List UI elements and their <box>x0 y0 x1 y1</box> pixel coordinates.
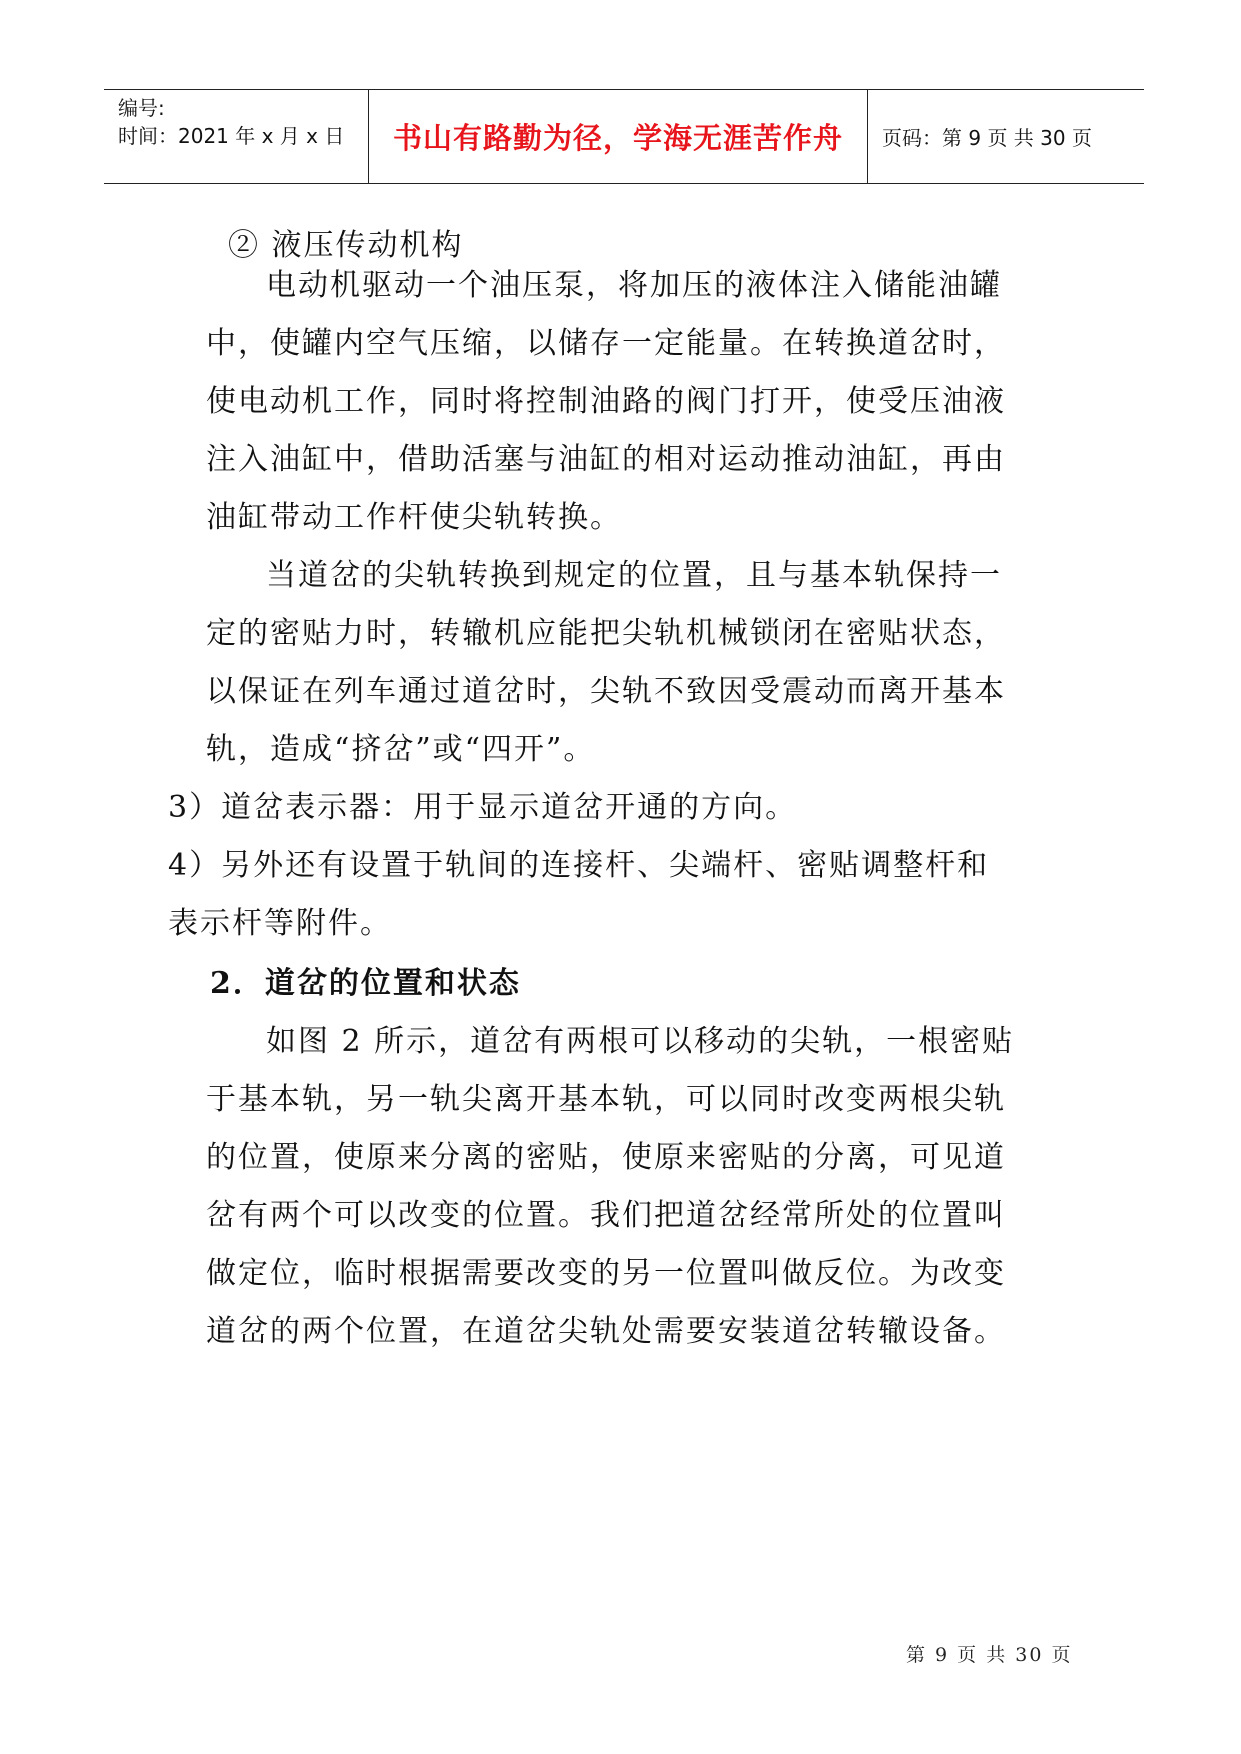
header-page-number: 页码：第 9 页 共 30 页 <box>882 126 1092 150</box>
paragraph-line: 油缸带动工作杆使尖轨转换。 <box>206 500 622 535</box>
section-heading-hydraulic: ② 液压传动机构 <box>228 228 464 263</box>
paragraph-line: 以保证在列车通过道岔时，尖轨不致因受震动而离开基本 <box>206 674 1006 709</box>
page-header <box>104 89 1144 184</box>
paragraph-line: 中，使罐内空气压缩，以储存一定能量。在转换道岔时， <box>206 326 1006 361</box>
paragraph-line: 当道岔的尖轨转换到规定的位置，且与基本轨保持一 <box>266 558 1002 593</box>
paragraph-line: 电动机驱动一个油压泵，将加压的液体注入储能油罐 <box>266 268 1002 303</box>
paragraph-line: 于基本轨，另一轨尖离开基本轨，可以同时改变两根尖轨 <box>206 1082 1006 1117</box>
section-heading-2: 2．道岔的位置和状态 <box>210 966 521 1001</box>
paragraph-line: 使电动机工作，同时将控制油路的阀门打开，使受压油液 <box>206 384 1006 419</box>
paragraph-line: 做定位，临时根据需要改变的另一位置叫做反位。为改变 <box>206 1256 1006 1291</box>
header-info-cell <box>104 90 368 183</box>
document-number-label: 编号: <box>118 96 165 120</box>
page-footer: 第 9 页 共 30 页 <box>906 1644 1073 1666</box>
paragraph-line: 定的密贴力时，转辙机应能把尖轨机械锁闭在密贴状态， <box>206 616 1006 651</box>
header-motto: 书山有路勤为径，学海无涯苦作舟 <box>368 90 868 183</box>
document-time-label: 时间：2021 年 x 月 x 日 <box>118 124 345 148</box>
paragraph-line: 表示杆等附件。 <box>168 906 392 941</box>
paragraph-line: 轨，造成“挤岔”或“四开”。 <box>206 732 596 767</box>
paragraph-line: 道岔的两个位置，在道岔尖轨处需要安装道岔转辙设备。 <box>206 1314 1006 1349</box>
list-item-3: 3）道岔表示器：用于显示道岔开通的方向。 <box>168 790 798 825</box>
paragraph-line: 岔有两个可以改变的位置。我们把道岔经常所处的位置叫 <box>206 1198 1006 1233</box>
list-item-4: 4）另外还有设置于轨间的连接杆、尖端杆、密贴调整杆和 <box>168 848 990 883</box>
paragraph-line: 如图 2 所示，道岔有两根可以移动的尖轨，一根密贴 <box>266 1024 1015 1059</box>
paragraph-line: 注入油缸中，借助活塞与油缸的相对运动推动油缸，再由 <box>206 442 1006 477</box>
paragraph-line: 的位置，使原来分离的密贴，使原来密贴的分离，可见道 <box>206 1140 1006 1175</box>
